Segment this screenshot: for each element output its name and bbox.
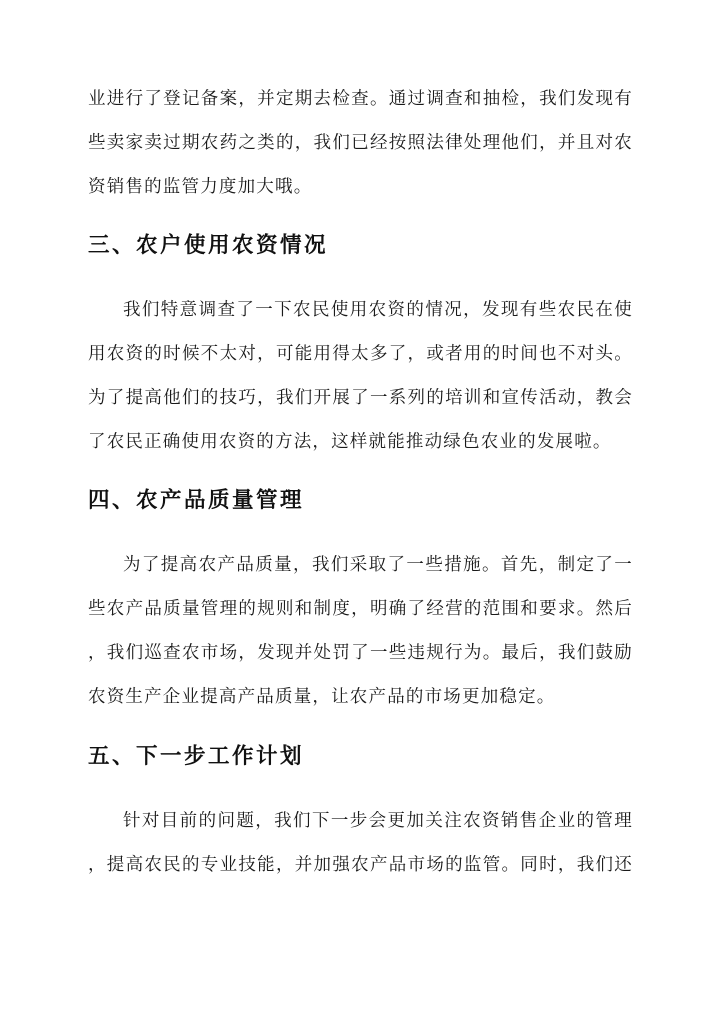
section-heading: 四、农产品质量管理 (88, 488, 305, 513)
paragraph-line: 我们特意调查了一下农民使用农资的情况，发现有些农民在使 (123, 300, 633, 320)
paragraph-line: ，我们巡查农市场，发现并处罚了一些违规行为。最后，我们鼓励 (88, 643, 633, 663)
section-heading: 五、下一步工作计划 (88, 744, 305, 769)
paragraph-line: 些卖家卖过期农药之类的，我们已经按照法律处理他们，并且对农 (88, 133, 633, 153)
paragraph-line: 为了提高农产品质量，我们采取了一些措施。首先，制定了一 (123, 555, 633, 575)
paragraph-line: 了农民正确使用农资的方法，这样就能推动绿色农业的发展啦。 (88, 432, 612, 452)
paragraph-line: 用农资的时候不太对，可能用得太多了，或者用的时间也不对头。 (88, 344, 633, 364)
section-heading: 三、农户使用农资情况 (88, 233, 329, 258)
paragraph-line: 资销售的监管力度加大哦。 (88, 177, 313, 197)
paragraph-line: ，提高农民的专业技能，并加强农产品市场的监管。同时，我们还 (88, 855, 633, 875)
paragraph-line: 针对目前的问题，我们下一步会更加关注农资销售企业的管理 (123, 811, 633, 831)
paragraph-line: 农资生产企业提高产品质量，让农产品的市场更加稳定。 (88, 687, 556, 707)
paragraph-line: 些农产品质量管理的规则和制度，明确了经营的范围和要求。然后 (88, 599, 633, 619)
paragraph-line: 为了提高他们的技巧，我们开展了一系列的培训和宣传活动，教会 (88, 388, 633, 408)
paragraph-line: 业进行了登记备案，并定期去检查。通过调查和抽检，我们发现有 (88, 89, 633, 109)
